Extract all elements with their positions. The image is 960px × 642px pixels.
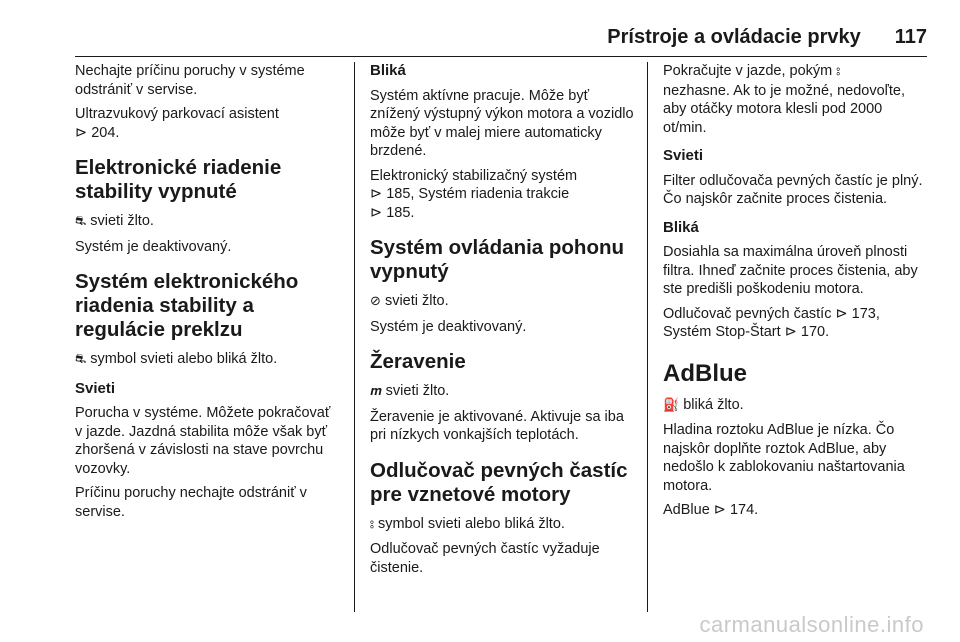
column-2 [370,62,634,583]
watermark: carmanualsonline.info [699,612,924,637]
esp-off-icon: ⛐ [75,214,87,229]
paragraph: ⛐ symbol svieti alebo bliká žlto. [75,351,278,367]
paragraph: ⊘ svieti žlto. [370,293,449,309]
section-heading: Odlučovač pevných častíc pre vznetové motory [370,458,628,506]
paragraph: Filter odlučovača pevných častíc je plný. Čo najskôr začnite proces čistenia. [663,172,923,207]
paragraph: Príčinu poruchy nechajte odstrániť v servise. [75,485,307,520]
page-number: 117 [894,26,927,48]
paragraph: ⛐ svieti žlto. [75,213,154,229]
paragraph: Dosiahla sa maximálna úroveň plnosti filtra. Ihneď začnite proces čistenia, aby ste predišli poškodeniu motora. [663,244,918,297]
esp-skid-icon: ⛐ [75,352,87,367]
reference-arrow-icon: ⊳ [713,502,726,518]
column-1 [75,62,341,527]
page-reference: 174. [729,502,759,518]
reference-arrow-icon: ⊳ [784,324,797,340]
page-reference: 185, Systém riadenia trakcie [386,186,570,202]
reference-arrow-icon: ⊳ [370,204,383,221]
reference-arrow-icon: ⊳ [75,124,88,141]
particulate-filter-icon: ⦂ [836,64,841,79]
column-divider [647,62,648,612]
section-heading: AdBlue [663,359,747,387]
paragraph: Ultrazvukový parkovací asistent ⊳ 204. [75,106,279,141]
paragraph: Odlučovač pevných častíc ⊳ 173, Systém Stop-Štart ⊳ 170. [663,305,880,340]
page-title: Prístroje a ovládacie prvky [607,26,861,48]
page-reference: 170. [800,324,830,340]
paragraph: Systém je deaktivovaný. [370,318,527,335]
subheading: Svieti [663,147,704,164]
paragraph: Odlučovač pevných častíc vyžaduje čistenie. [370,541,600,576]
traction-off-icon: ⊘ [370,294,381,309]
section-heading: Systém ovládania pohonu vypnutý [370,236,625,283]
page-reference: 173, [851,305,880,322]
paragraph: Systém je deaktivovaný. [75,238,232,255]
particulate-filter-icon: ⦂ [370,516,374,532]
header-rule [75,56,927,57]
paragraph: Žeravenie je aktivované. Aktivuje sa iba pri nízkych vonkajších teplotách. [370,408,624,443]
page-header [75,26,927,49]
paragraph: Porucha v systéme. Môžete pokračovať v jazde. Jazdná stabilita môže však byť zhoršená v závislosti na stave povrchu vozovky. [75,405,331,477]
subheading: Bliká [663,218,699,236]
paragraph: Elektronický stabilizačný systém ⊳ 185, Systém riadenia trakcie ⊳ 185. [370,167,578,221]
glow-plug-icon: 𝒎 [370,384,382,399]
paragraph: AdBlue ⊳ 174. [663,502,759,518]
subheading: Svieti [75,379,116,397]
section-heading: Elektronické riadenie stability vypnuté [75,156,282,203]
paragraph: ⦂ symbol svieti alebo bliká žlto. [370,515,565,532]
section-heading: Systém elektronického riadenia stability a regulácie preklzu [75,270,299,341]
paragraph: Hladina roztoku AdBlue je nízka. Čo najskôr doplňte roztok AdBlue, aby nedošlo k zablokovaniu naštartovania motora. [663,422,905,494]
column-3 [663,62,929,526]
section-heading: Žeravenie [370,350,466,373]
paragraph: 𝒎 svieti žlto. [370,383,450,399]
paragraph: Nechajte príčinu poruchy v systéme odstrániť v servise. [75,63,305,98]
reference-arrow-icon: ⊳ [835,305,848,322]
column-divider [354,62,355,612]
reference-arrow-icon: ⊳ [370,186,383,202]
paragraph: ⛽ bliká žlto. [663,396,744,413]
subheading: Bliká [370,62,406,79]
paragraph: Systém aktívne pracuje. Môže byť znížený výstupný výkon motora a vozidlo môže byť v malej miere automaticky brzdené. [370,87,634,159]
paragraph: Pokračujte v jazde, pokým ⦂ nezhasne. Ak to je možné, nedovoľte, aby otáčky motora klesli pod 2000 ot/min. [663,63,906,136]
page-reference: 204. [91,124,120,141]
page-reference: 185. [386,204,415,221]
adblue-icon: ⛽ [663,397,680,413]
